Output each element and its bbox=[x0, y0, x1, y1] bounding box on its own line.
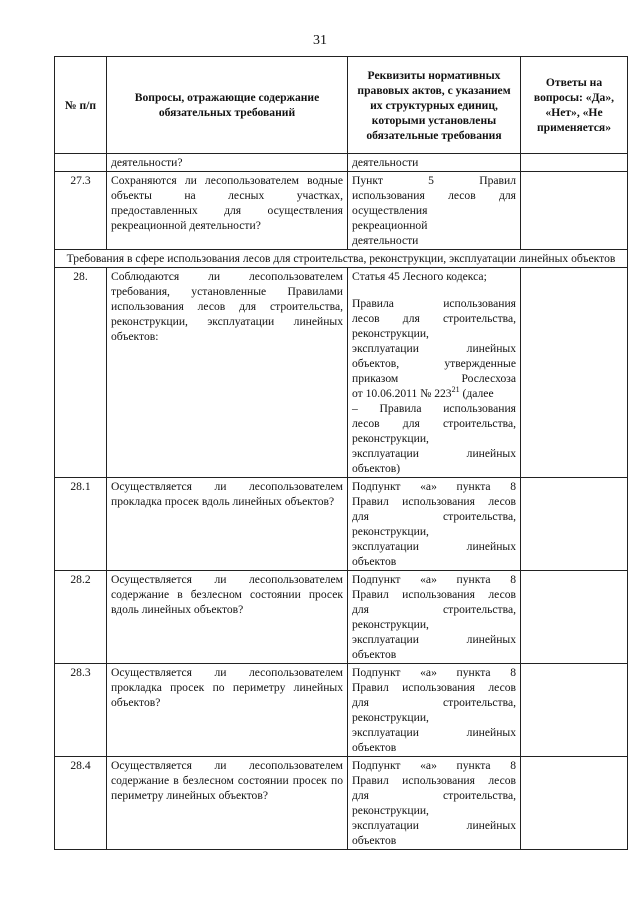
ref-line: объектов bbox=[352, 648, 397, 661]
ref-line: для строительства, bbox=[352, 696, 516, 709]
ref-line: Подпункт «а» пункта 8 bbox=[352, 759, 516, 772]
ref-cell bbox=[348, 478, 521, 571]
header-answer: Ответы на вопросы: «Да», «Нет», «Не применяется» bbox=[521, 57, 628, 154]
page-number: 31 bbox=[313, 33, 327, 48]
ref-text: (далее bbox=[459, 387, 494, 400]
ref-line: Подпункт «а» пункта 8 bbox=[352, 480, 516, 493]
ref-line: Пункт 5 Правил bbox=[352, 174, 516, 187]
ref-line: осуществления bbox=[352, 204, 428, 217]
header-question: Вопросы, отражающие содержание обязательных требований bbox=[107, 57, 348, 154]
table-row bbox=[55, 664, 628, 757]
table-row bbox=[55, 172, 628, 250]
ref-line: объектов bbox=[352, 555, 397, 568]
ref-line: для строительства, bbox=[352, 789, 516, 802]
ref-line: Подпункт «а» пункта 8 bbox=[352, 573, 516, 586]
answer-cell bbox=[521, 664, 628, 757]
footnote-marker: 21 bbox=[451, 385, 460, 395]
ref-line: Правил использования лесов bbox=[352, 681, 516, 694]
row-num: 28.3 bbox=[55, 664, 107, 757]
answer-cell bbox=[521, 571, 628, 664]
row-num: 28.4 bbox=[55, 757, 107, 850]
ref-line: приказом Рослесхоза bbox=[352, 372, 516, 385]
ref-line: реконструкции, bbox=[352, 711, 429, 724]
table-row bbox=[55, 757, 628, 850]
ref-line: реконструкции, bbox=[352, 618, 429, 631]
ref-line bbox=[352, 386, 516, 401]
ref-text: от 10.06.2011 № 223 bbox=[352, 387, 452, 400]
section-row bbox=[55, 250, 628, 268]
question-cell: Сохраняются ли лесопользователем водные объекты на лесных участках, предоставленных для осуществления рекреационной деятельности? bbox=[107, 172, 348, 250]
ref-line: реконструкции, bbox=[352, 525, 429, 538]
ref-line: Статья 45 Лесного кодекса; bbox=[352, 270, 487, 283]
ref-line: объектов, утвержденные bbox=[352, 357, 516, 370]
ref-line: рекреационной bbox=[352, 219, 428, 232]
question-cell: Осуществляется ли лесопользователем содержание в безлесном состоянии просек по периметру линейных объектов? bbox=[107, 757, 348, 850]
table-row bbox=[55, 478, 628, 571]
ref-line: Правила использования bbox=[352, 297, 516, 310]
row-num bbox=[55, 154, 107, 172]
row-num: 28.2 bbox=[55, 571, 107, 664]
ref-cell bbox=[348, 664, 521, 757]
ref-cell bbox=[348, 172, 521, 250]
ref-line: Правил использования лесов bbox=[352, 774, 516, 787]
question-cell: Соблюдаются ли лесопользователем требования, установленные Правилами использования лесов для строительства, реконструкции, эксплуатации линейных объектов: bbox=[107, 268, 348, 478]
ref-line: эксплуатации линейных bbox=[352, 447, 516, 460]
question-cell: Осуществляется ли лесопользователем прокладка просек вдоль линейных объектов? bbox=[107, 478, 348, 571]
ref-line: эксплуатации линейных bbox=[352, 726, 516, 739]
header-num: № п/п bbox=[55, 57, 107, 154]
ref-line: для строительства, bbox=[352, 603, 516, 616]
ref-line: лесов для строительства, bbox=[352, 417, 516, 430]
ref-line: лесов для строительства, bbox=[352, 312, 516, 325]
answer-cell bbox=[521, 757, 628, 850]
answer-cell bbox=[521, 478, 628, 571]
table-row bbox=[55, 571, 628, 664]
ref-line: эксплуатации линейных bbox=[352, 633, 516, 646]
ref-line: для строительства, bbox=[352, 510, 516, 523]
answer-cell bbox=[521, 172, 628, 250]
ref-line: – Правила использования bbox=[352, 402, 516, 415]
ref-line: Правил использования лесов bbox=[352, 495, 516, 508]
ref-line: деятельности bbox=[352, 234, 419, 247]
row-num: 28. bbox=[55, 268, 107, 478]
ref-line: объектов bbox=[352, 741, 397, 754]
ref-line: объектов bbox=[352, 834, 397, 847]
ref-line: объектов) bbox=[352, 462, 401, 475]
header-row bbox=[55, 57, 628, 154]
answer-cell bbox=[521, 154, 628, 172]
ref-cell bbox=[348, 571, 521, 664]
ref-line: реконструкции, bbox=[352, 327, 429, 340]
ref-line: использования лесов для bbox=[352, 189, 516, 202]
ref-line: эксплуатации линейных bbox=[352, 819, 516, 832]
question-cell: деятельности? bbox=[107, 154, 348, 172]
requirements-table bbox=[54, 56, 628, 850]
table-row bbox=[55, 268, 628, 478]
question-cell: Осуществляется ли лесопользователем прокладка просек по периметру линейных объектов? bbox=[107, 664, 348, 757]
ref-cell: деятельности bbox=[348, 154, 521, 172]
section-title: Требования в сфере использования лесов для строительства, реконструкции, эксплуатации линейных объектов bbox=[55, 250, 628, 268]
ref-line: Правил использования лесов bbox=[352, 588, 516, 601]
ref-line: реконструкции, bbox=[352, 432, 429, 445]
ref-cell bbox=[348, 757, 521, 850]
ref-cell bbox=[348, 268, 521, 478]
row-num: 27.3 bbox=[55, 172, 107, 250]
ref-line: эксплуатации линейных bbox=[352, 342, 516, 355]
row-num: 28.1 bbox=[55, 478, 107, 571]
continued-row bbox=[55, 154, 628, 172]
header-refs: Реквизиты нормативных правовых актов, с указанием их структурных единиц, которыми установлены обязательные требования bbox=[348, 57, 521, 154]
question-cell: Осуществляется ли лесопользователем содержание в безлесном состоянии просек вдоль линейных объектов? bbox=[107, 571, 348, 664]
ref-line: Подпункт «а» пункта 8 bbox=[352, 666, 516, 679]
ref-line: эксплуатации линейных bbox=[352, 540, 516, 553]
ref-line: реконструкции, bbox=[352, 804, 429, 817]
answer-cell bbox=[521, 268, 628, 478]
